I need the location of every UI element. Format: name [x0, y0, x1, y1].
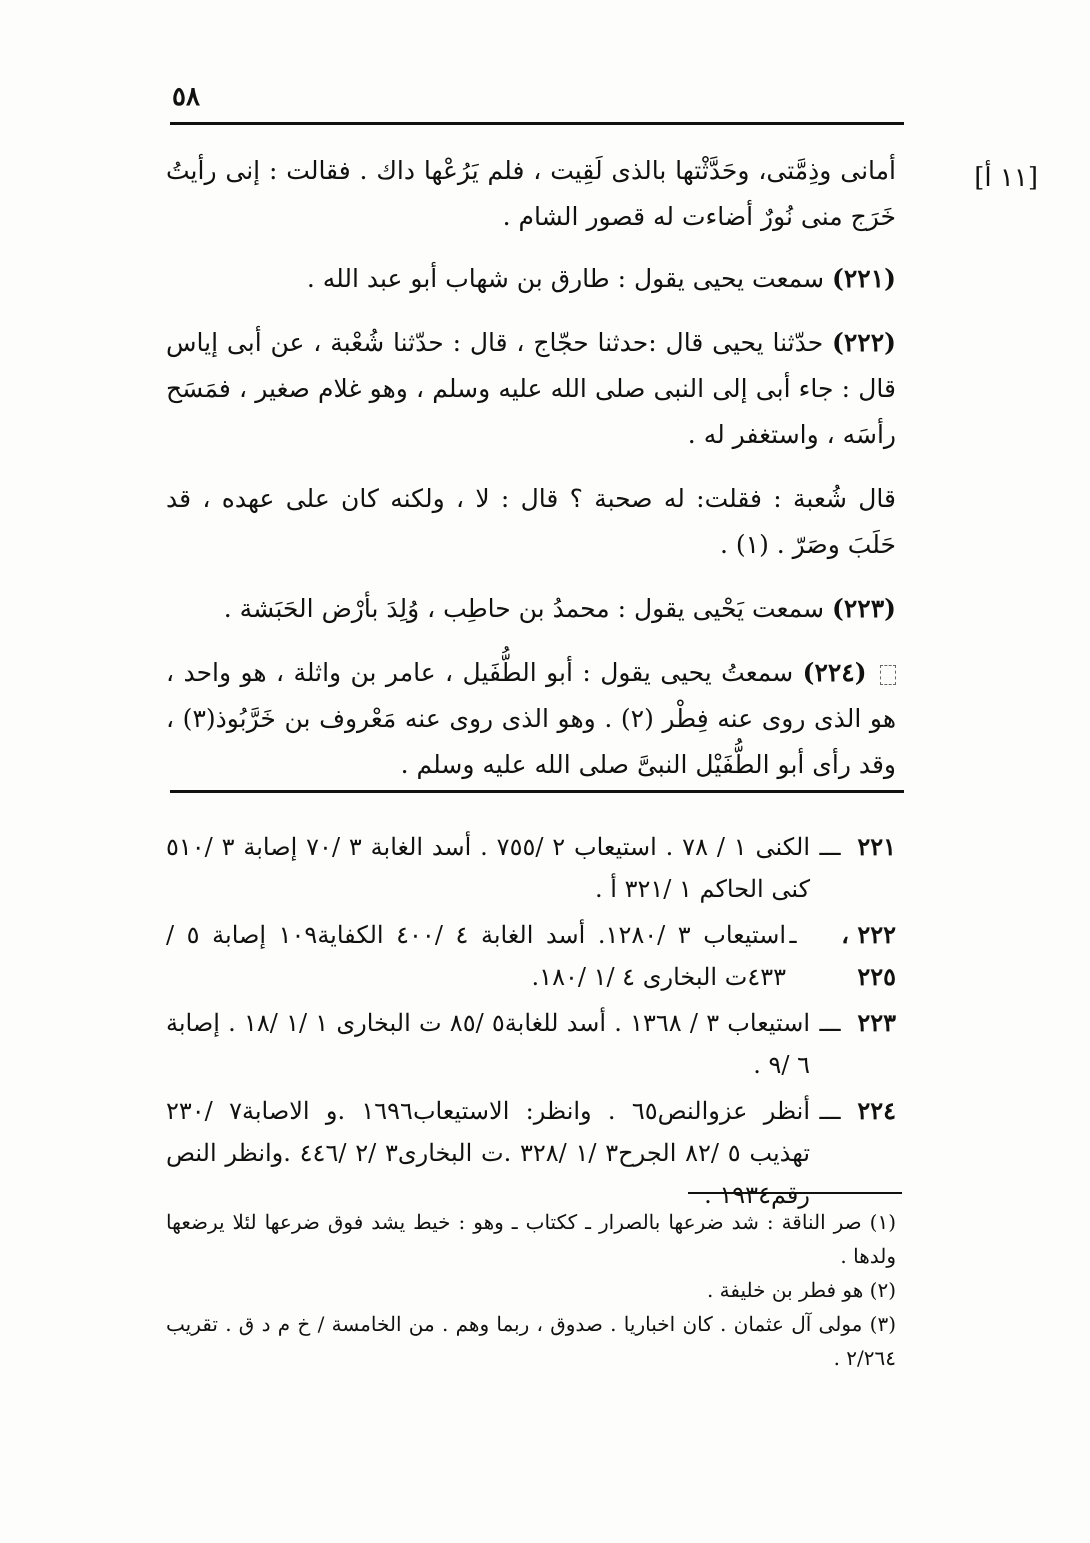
paragraph-text: سمعت يحيى يقول : طارق بن شهاب أبو عبد الله .: [306, 264, 825, 293]
reference-text: الكنى ١ / ٧٨ . استيعاب ٢ /٧٥٥ . أسد الغابة ٣ /٧٠ إصابة ٣ /٥١٠ كنى الحاكم ١ /٣٢١ أ .: [166, 833, 811, 903]
reference-dash: ـــ: [819, 833, 841, 861]
paragraph-221: [166, 256, 896, 302]
reference-text: استيعاب ٣ /١٢٨٠. أسد الغابة ٤ /٤٠٠ الكفاية١٠٩ إصابة ٥ /٤٣٣ت البخارى ٤ /١ /١٨٠.: [166, 921, 786, 991]
paragraph-continuation: [166, 148, 896, 240]
paragraph-text: قال شُعبة : فقلت: له صحبة ؟ قال : لا ، ولكنه كان على عهده ، قد حَلَبَ وصَرّ . (١) .: [166, 484, 896, 559]
paragraph-text: أمانى وذِمَّتى، وحَدَّثْتها بالذى لَقِيت ، فلم يَرُعْها داك . فقالت : إنى رأيتُ خَرَج منى نُورٌ أضاءت له قصور الشام .: [166, 156, 896, 231]
reference-number: ٢٢٣: [857, 1008, 896, 1037]
page-number: ٥٨: [172, 82, 200, 112]
paragraph-text: سمعتُ يحيى يقول : أبو الطُّفَيل ، عامر بن واثلة ، هو واحد ، هو الذى روى عنه فِطْر (٢) . وهو الذى روى عنه مَعْروف بن خَرَّبُوذ(٣) ، وقد رأى أبو الطُّفَيْل النبىَّ صلى الله عليه وسلم .: [166, 658, 897, 779]
paragraph-223: [166, 586, 896, 632]
reference-dash: ـــ: [819, 1097, 841, 1125]
paragraph-number: (٢٢٢): [832, 328, 896, 357]
paragraph-number: (٢٢١): [832, 264, 896, 293]
reference-entry: [166, 826, 896, 910]
paragraph-number: (٢٢٣): [832, 594, 896, 623]
paragraph-224: [166, 650, 896, 788]
references-section: [166, 826, 896, 1220]
reference-entry: [166, 914, 896, 998]
reference-dash: ـــ: [819, 1009, 841, 1037]
paragraph-222-cont: [166, 476, 896, 568]
references-rule: [170, 790, 904, 793]
margin-folio-reference: [١١ أ]: [974, 163, 1038, 193]
reference-entry: [166, 1090, 896, 1216]
footnotes-rule: [688, 1192, 902, 1194]
reference-number: ٢٢٤: [857, 1096, 896, 1125]
main-text: [166, 148, 896, 806]
reference-text: أنظر عزوالنص٦٥ . وانظر: الاستيعاب١٦٩٦ .و الاصابة٧ /٢٣٠ تهذيب ٥ /٨٢ الجرح٣ /١ /٣٢٨ .ت البخارى٣ /٢ /٤٤٦ .وانظر النص رقم١٩٣٤ .: [166, 1097, 811, 1209]
footnote: (١) صر الناقة : شد ضرعها بالصرار ـ ككتاب ـ وهو : خيط يشد فوق ضرعها لئلا يرضعها ولدها .: [166, 1210, 896, 1268]
reference-text: استيعاب ٣ / ١٣٦٨ . أسد للغابة٥ /٨٥ ت البخارى ١ /١ /١٨ . إصابة ٦ /٩ .: [166, 1009, 811, 1079]
reference-dash: ـ: [789, 921, 797, 949]
reference-number: ٢٢٢ ، ٢٢٥: [841, 920, 896, 991]
paragraph-222: [166, 320, 896, 458]
paragraph-text: سمعت يَحْيى يقول : محمدُ بن حاطِب ، وُلِدَ بأرْض الحَبَشة .: [223, 594, 825, 623]
footnotes-section: [166, 1205, 896, 1375]
header-rule: [170, 122, 904, 125]
footnote: (٣) مولى آل عثمان . كان اخباريا . صدوق ، ربما وهم . من الخامسة / خ م د ق . تقريب ٢/٢٦٤ .: [166, 1312, 896, 1370]
reference-entry: [166, 1002, 896, 1086]
footnote: (٢) هو فطر بن خليفة .: [706, 1278, 896, 1302]
reference-number: ٢٢١: [857, 832, 896, 861]
paragraph-text: حدّثنا يحيى قال :حدثنا حجّاج ، قال : حدّثنا شُعْبة ، عن أبى إياس قال : جاء أبى إلى النبى صلى الله عليه وسلم ، وهو غلام صغير ، فمَسَح رأسَه ، واستغفر له .: [166, 328, 896, 449]
paragraph-number: (٢٢٤): [802, 658, 867, 687]
bracket-mark-icon: [880, 665, 896, 685]
